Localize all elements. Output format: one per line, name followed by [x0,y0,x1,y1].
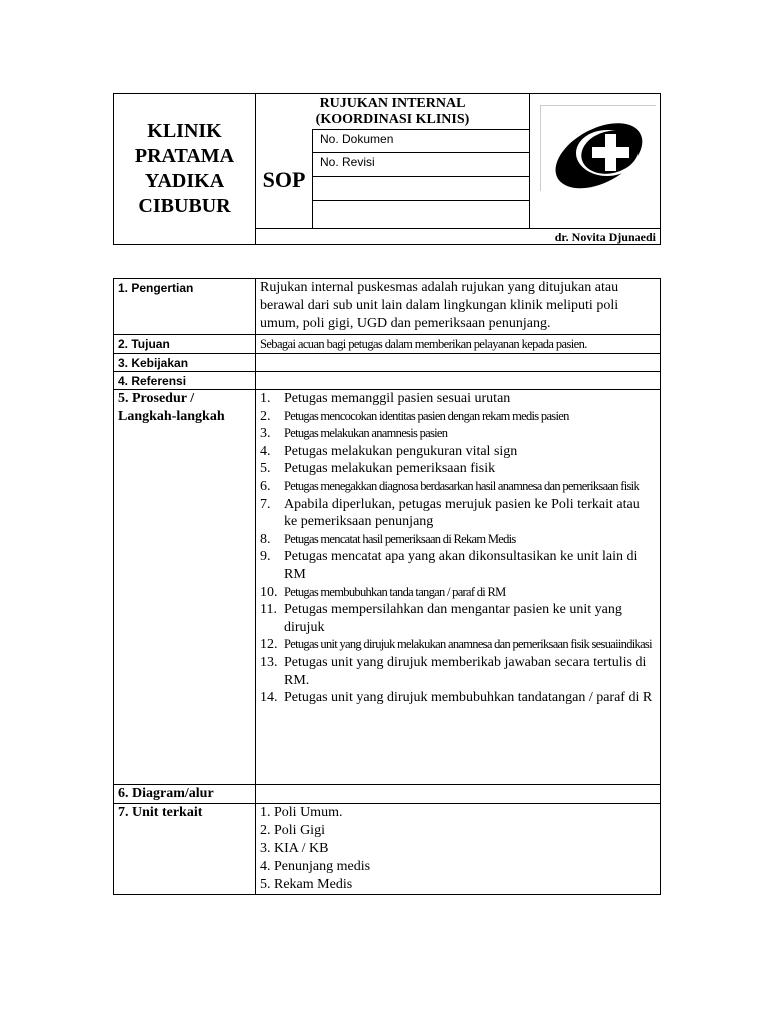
clinic-name-line: YADIKA [144,170,225,192]
header-divider [312,129,529,130]
header-divider [529,94,530,229]
row-unit-terkait [114,804,661,895]
step-number: 6. [260,478,271,494]
list-item [260,636,656,654]
document-title [256,96,529,128]
step-text: Petugas mencatat hasil pemeriksaan di Rekam Medis [284,531,516,546]
diagram-value [256,785,661,804]
tujuan-text: Sebagai acuan bagi petugas dalam memberikan pelayanan kepada pasien. [256,335,661,354]
step-number: 14. [260,690,278,706]
step-number: 8. [260,531,271,547]
list-item [260,390,656,408]
header-divider [312,152,529,153]
doc-number-label: No. Dokumen [320,132,394,146]
document-title-line: (KOORDINASI KLINIS) [315,112,470,127]
referensi-value [256,372,661,390]
referensi-label: 4. Referensi [114,372,256,390]
step-number: 1. [260,391,271,406]
list-item [260,496,656,531]
list-item [260,460,656,478]
unit-terkait-label: 7. Unit terkait [114,804,256,895]
list-item [260,531,656,549]
prosedur-label [114,390,256,785]
step-number: 3. [260,426,271,442]
step-number: 7. [260,496,271,512]
step-number: 2. [260,408,271,424]
signer-name: dr. Novita Djunaedi [554,230,656,244]
unit-terkait-value [256,804,661,895]
sop-content-table [113,278,661,895]
prosedur-label-line: Langkah-langkah [118,409,225,424]
step-text: Petugas mencatat apa yang akan dikonsultasikan ke unit lain di RM [284,549,638,582]
list-item [260,601,656,636]
logo-frame [540,105,656,191]
step-text: Petugas melakukan pengukuran vital sign [284,443,518,459]
header-divider [312,176,529,177]
steps-list [260,390,656,707]
row-diagram [114,785,661,804]
step-number: 5. [260,461,271,477]
step-text: Petugas membubuhkan tanda tangan / paraf di RM [284,584,506,599]
list-item [260,584,656,602]
step-number: 11. [260,602,277,618]
prosedur-steps [256,390,661,785]
clinic-name-line: CIBUBUR [138,195,231,217]
header-divider [255,228,661,229]
clinic-name-line: KLINIK [147,120,222,142]
unit-list [260,804,656,894]
list-item: 3. KIA / KB [260,841,329,856]
row-referensi [114,372,661,390]
list-item [260,443,656,461]
pengertian-text: Rujukan internal puskesmas adalah rujukan yang ditujukan atau berawal dari sub unit lain dalam lingkungan klinik meliputi poli umum, poli gigi, UGD dan pemeriksaan penunjang. [256,279,661,335]
step-text: Petugas memanggil pasien sesuai urutan [284,391,511,406]
kebijakan-value [256,354,661,372]
list-item [260,408,656,426]
clinic-name [114,94,255,244]
list-item: 1. Poli Umum. [260,805,343,820]
step-text: Petugas melakukan anamnesis pasien [284,426,448,441]
prosedur-label-line: 5. Prosedur / [118,391,195,406]
tujuan-label: 2. Tujuan [114,335,256,354]
step-text: Petugas mencocokan identitas pasien dengan rekam medis pasien [284,408,569,423]
row-tujuan [114,335,661,354]
document-title-line: RUJUKAN INTERNAL [319,96,466,111]
step-text: Petugas unit yang dirujuk melakukan anamnesa dan pemeriksaan fisik sesuaiindikasi [284,637,652,652]
step-number: 4. [260,443,271,459]
list-item: 4. Penunjang medis [260,859,371,874]
list-item: 5. Rekam Medis [260,877,353,892]
clinic-name-line: PRATAMA [134,145,235,167]
kebijakan-label: 3. Kebijakan [114,354,256,372]
step-text: Petugas unit yang dirujuk memberikab jawaban secara tertulis di RM. [284,654,647,688]
step-number: 12. [260,637,278,653]
sop-label: SOP [262,167,306,192]
step-text: Petugas unit yang dirujuk membubuhkan tandatangan / paraf di R [284,690,653,706]
header-divider [312,200,529,201]
row-prosedur [114,390,661,785]
list-item [260,654,656,689]
step-text: Petugas melakukan pemeriksaan fisik [284,461,496,477]
revision-label: No. Revisi [320,155,375,169]
list-item [260,548,656,583]
list-item: 2. Poli Gigi [260,823,325,838]
medical-cross-logo-icon [541,106,656,191]
header-divider [312,129,313,229]
step-text: Petugas menegakkan diagnosa berdasarkan hasil anamnesa dan pemeriksaan fisik [284,478,639,493]
step-number: 9. [260,549,271,565]
list-item [260,689,656,707]
diagram-label: 6. Diagram/alur [114,785,256,804]
step-text: Apabila diperlukan, petugas merujuk pasien ke Poli terkait atau ke pemeriksaan penunjang [284,496,640,530]
list-item [260,478,656,496]
step-number: 10. [260,584,278,600]
sop-header-table [113,93,661,245]
step-number: 13. [260,654,278,670]
pengertian-label: 1. Pengertian [114,279,256,335]
step-text: Petugas mempersilahkan dan mengantar pasien ke unit yang dirujuk [284,602,622,635]
row-pengertian [114,279,661,335]
row-kebijakan [114,354,661,372]
list-item [260,425,656,443]
